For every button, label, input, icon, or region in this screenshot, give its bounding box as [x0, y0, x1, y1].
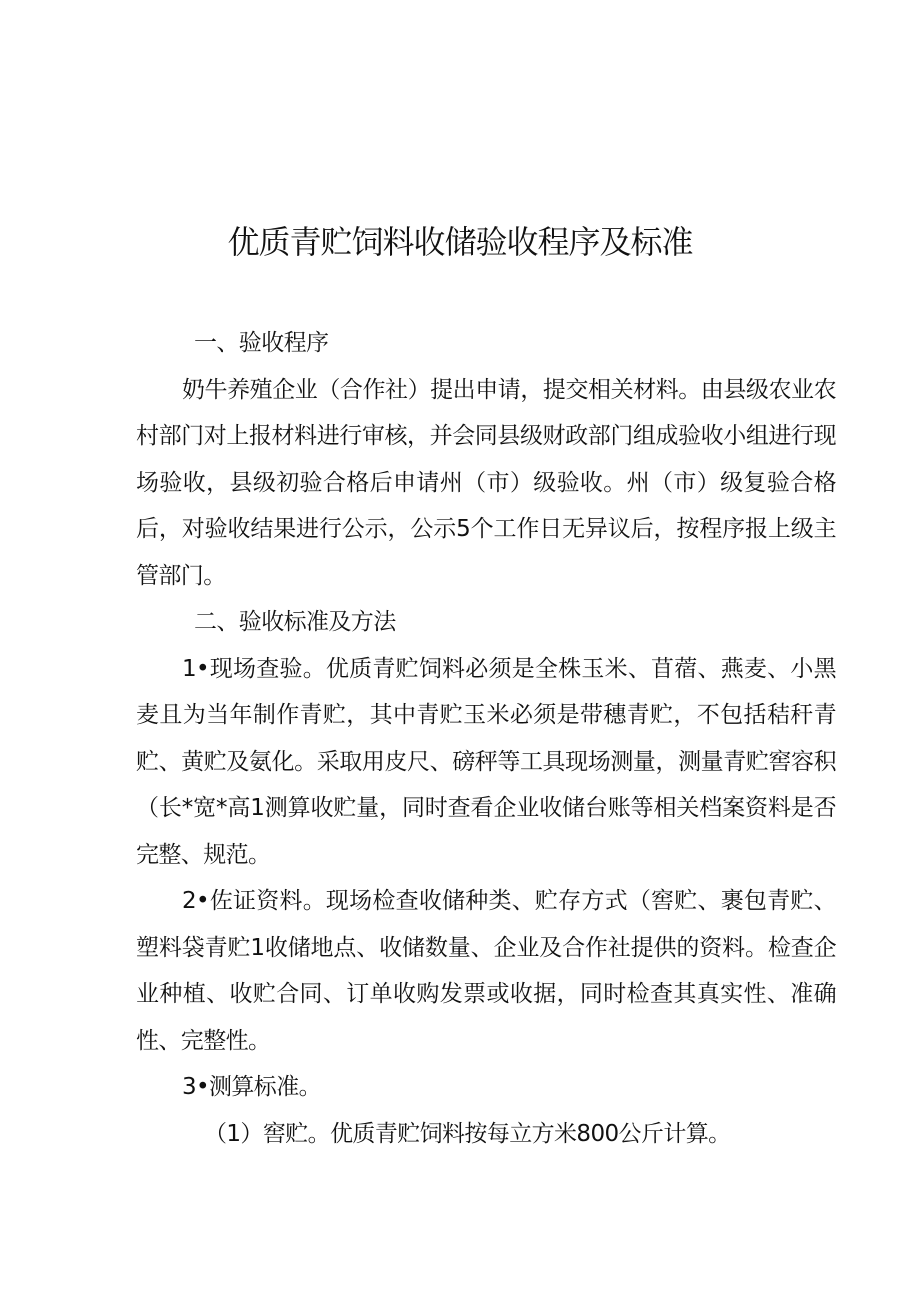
list-item: （1）窖贮。优质青贮饲料按每立方米800公斤计算。: [204, 1120, 731, 1147]
paragraph: 2•佐证资料。现场检查收储种类、贮存方式（窖贮、裹包青贮、塑料袋青贮1收储地点、收储数量、企业及合作社提供的资料。检查企业种植、收贮合同、订单收购发票或收据，同时检查其真实性、准确性、完整性。: [136, 888, 836, 1054]
paragraph: 奶牛养殖企业（合作社）提出申请，提交相关材料。由县级农业农村部门对上报材料进行审核，并会同县级财政部门组成验收小组进行现场验收，县级初验合格后申请州（市）级验收。州（市）级复验合格后，对验收结果进行公示，公示5个工作日无异议后，按程序报上级主管部门。: [136, 376, 836, 589]
document-body: [136, 320, 836, 1157]
paragraph: 3•测算标准。: [182, 1074, 321, 1100]
section-heading: 一、验收程序: [194, 330, 329, 356]
section-heading: 二、验收标准及方法: [194, 609, 396, 635]
paragraph: 1•现场查验。优质青贮饲料必须是全株玉米、苜蓿、燕麦、小黑麦且为当年制作青贮，其中青贮玉米必须是带穗青贮，不包括秸秆青贮、黄贮及氨化。采取用皮尺、磅秤等工具现场测量，测量青贮窖容积（长*宽*高1测算收贮量，同时查看企业收储台账等相关档案资料是否完整、规范。: [136, 655, 836, 868]
document-title: 优质青贮饲料收储验收程序及标准: [227, 223, 693, 261]
